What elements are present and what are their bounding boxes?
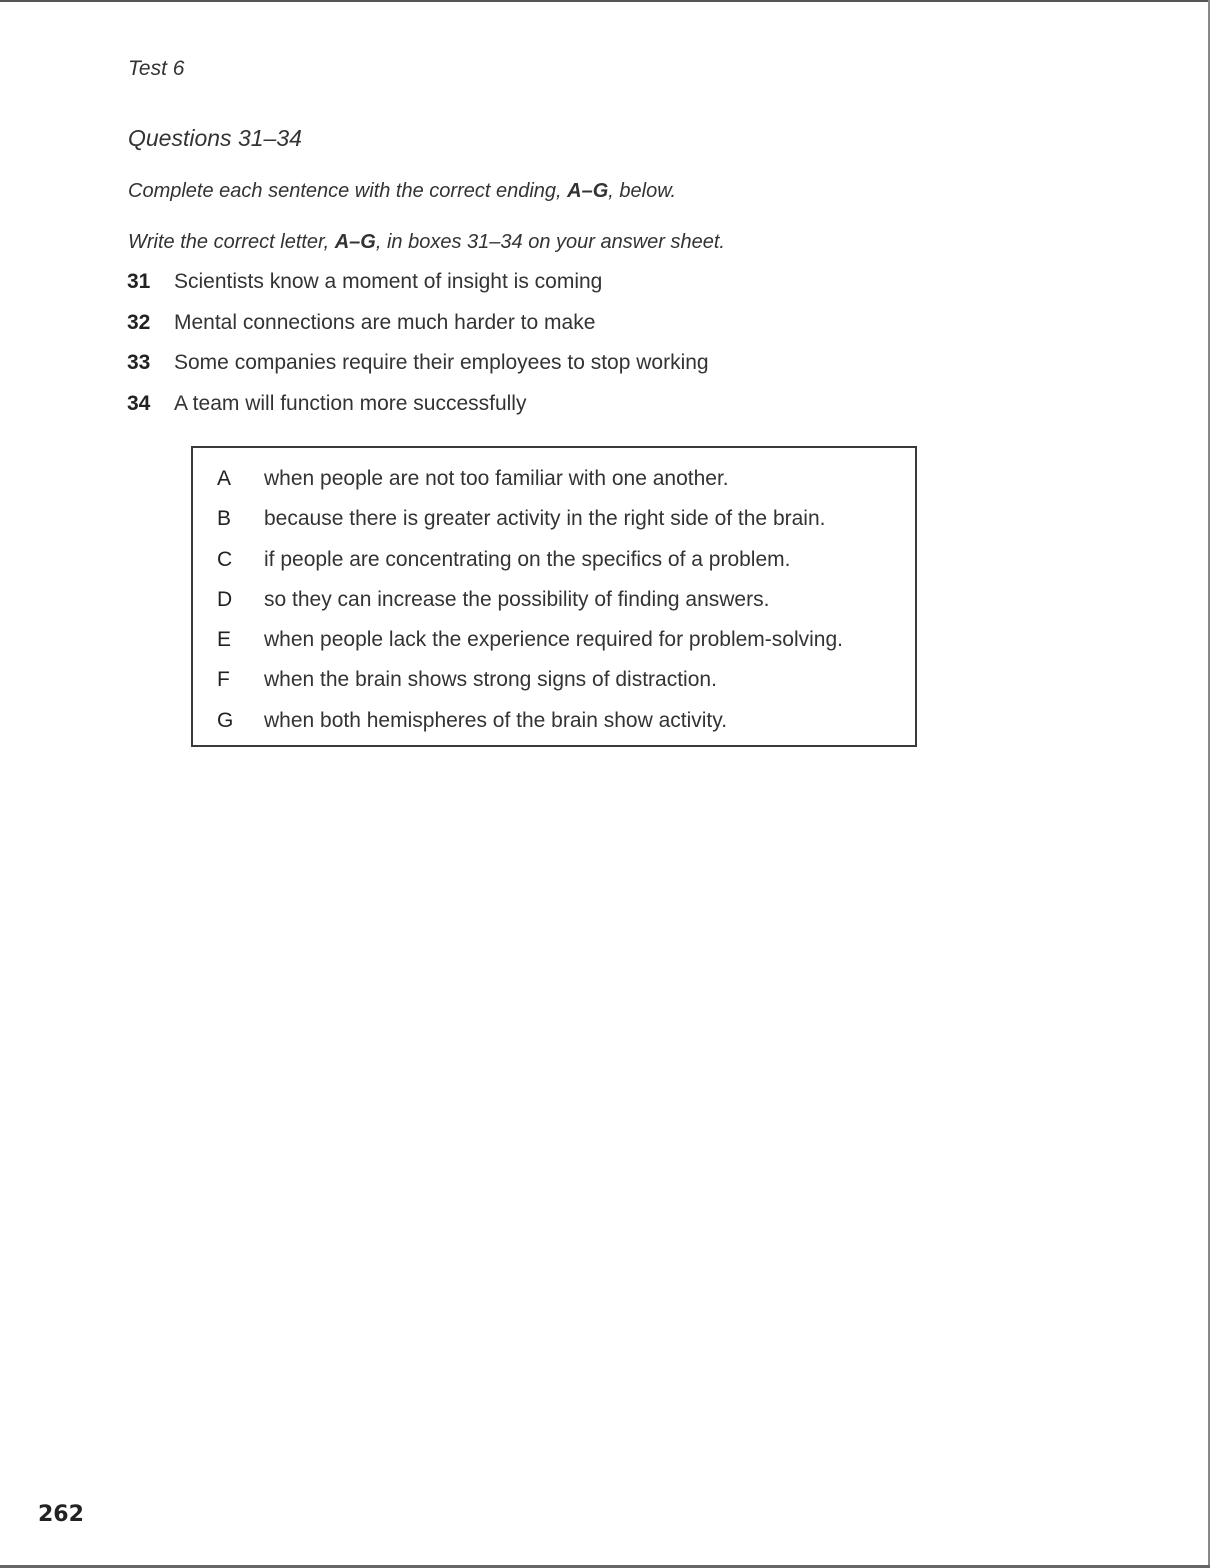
question-item xyxy=(127,392,1027,433)
option-text: if people are concentrating on the specifics of a problem. xyxy=(264,547,791,571)
option-letter: G xyxy=(217,708,234,732)
instruction-complete-sentence xyxy=(128,180,676,203)
instruction-2-text-start: Write the correct letter, xyxy=(128,231,335,253)
option-item xyxy=(217,709,843,749)
option-item xyxy=(217,507,843,547)
option-item xyxy=(217,548,843,588)
option-item xyxy=(217,668,843,708)
question-item xyxy=(127,270,1027,311)
option-letter: C xyxy=(217,547,233,571)
option-text: when people are not too familiar with one another. xyxy=(264,467,729,490)
question-number: 31 xyxy=(127,270,151,293)
option-item xyxy=(217,588,843,628)
option-letter: B xyxy=(217,507,232,531)
option-letter: E xyxy=(217,628,232,652)
option-item xyxy=(217,467,843,507)
question-text: Scientists know a moment of insight is coming xyxy=(174,270,603,293)
test-label: Test 6 xyxy=(128,57,185,80)
question-item xyxy=(127,311,1027,352)
page-number: 262 xyxy=(38,1502,84,1527)
option-text: when the brain shows strong signs of distraction. xyxy=(264,668,717,692)
option-letter: D xyxy=(217,587,233,611)
instruction-1-range: A–G xyxy=(567,180,609,202)
instruction-1-text-start: Complete each sentence with the correct ending, xyxy=(128,180,568,202)
option-text: because there is greater activity in the right side of the brain. xyxy=(264,507,826,531)
section-title: Questions 31–34 xyxy=(128,125,302,151)
option-text: when both hemispheres of the brain show activity. xyxy=(264,708,728,732)
instruction-2-text-end: , in boxes 31–34 on your answer sheet. xyxy=(375,231,725,253)
sentence-endings-box xyxy=(191,446,917,747)
question-text: A team will function more successfully xyxy=(174,391,527,415)
question-text: Mental connections are much harder to make xyxy=(174,310,596,334)
instruction-1-text-end: , below. xyxy=(608,180,677,202)
question-list xyxy=(127,270,1027,432)
option-list xyxy=(217,467,843,749)
question-item xyxy=(127,351,1027,392)
option-text: so they can increase the possibility of finding answers. xyxy=(264,587,770,611)
question-number: 32 xyxy=(127,310,151,334)
question-number: 33 xyxy=(127,351,151,374)
instruction-write-letter xyxy=(128,231,725,254)
option-letter: F xyxy=(217,668,230,692)
option-item xyxy=(217,628,843,668)
top-border xyxy=(0,0,1210,2)
question-number: 34 xyxy=(127,391,151,415)
option-text: when people lack the experience required for problem-solving. xyxy=(264,628,843,652)
instruction-2-range: A–G xyxy=(334,231,376,253)
option-letter: A xyxy=(217,467,232,490)
question-text: Some companies require their employees to stop working xyxy=(174,351,709,374)
